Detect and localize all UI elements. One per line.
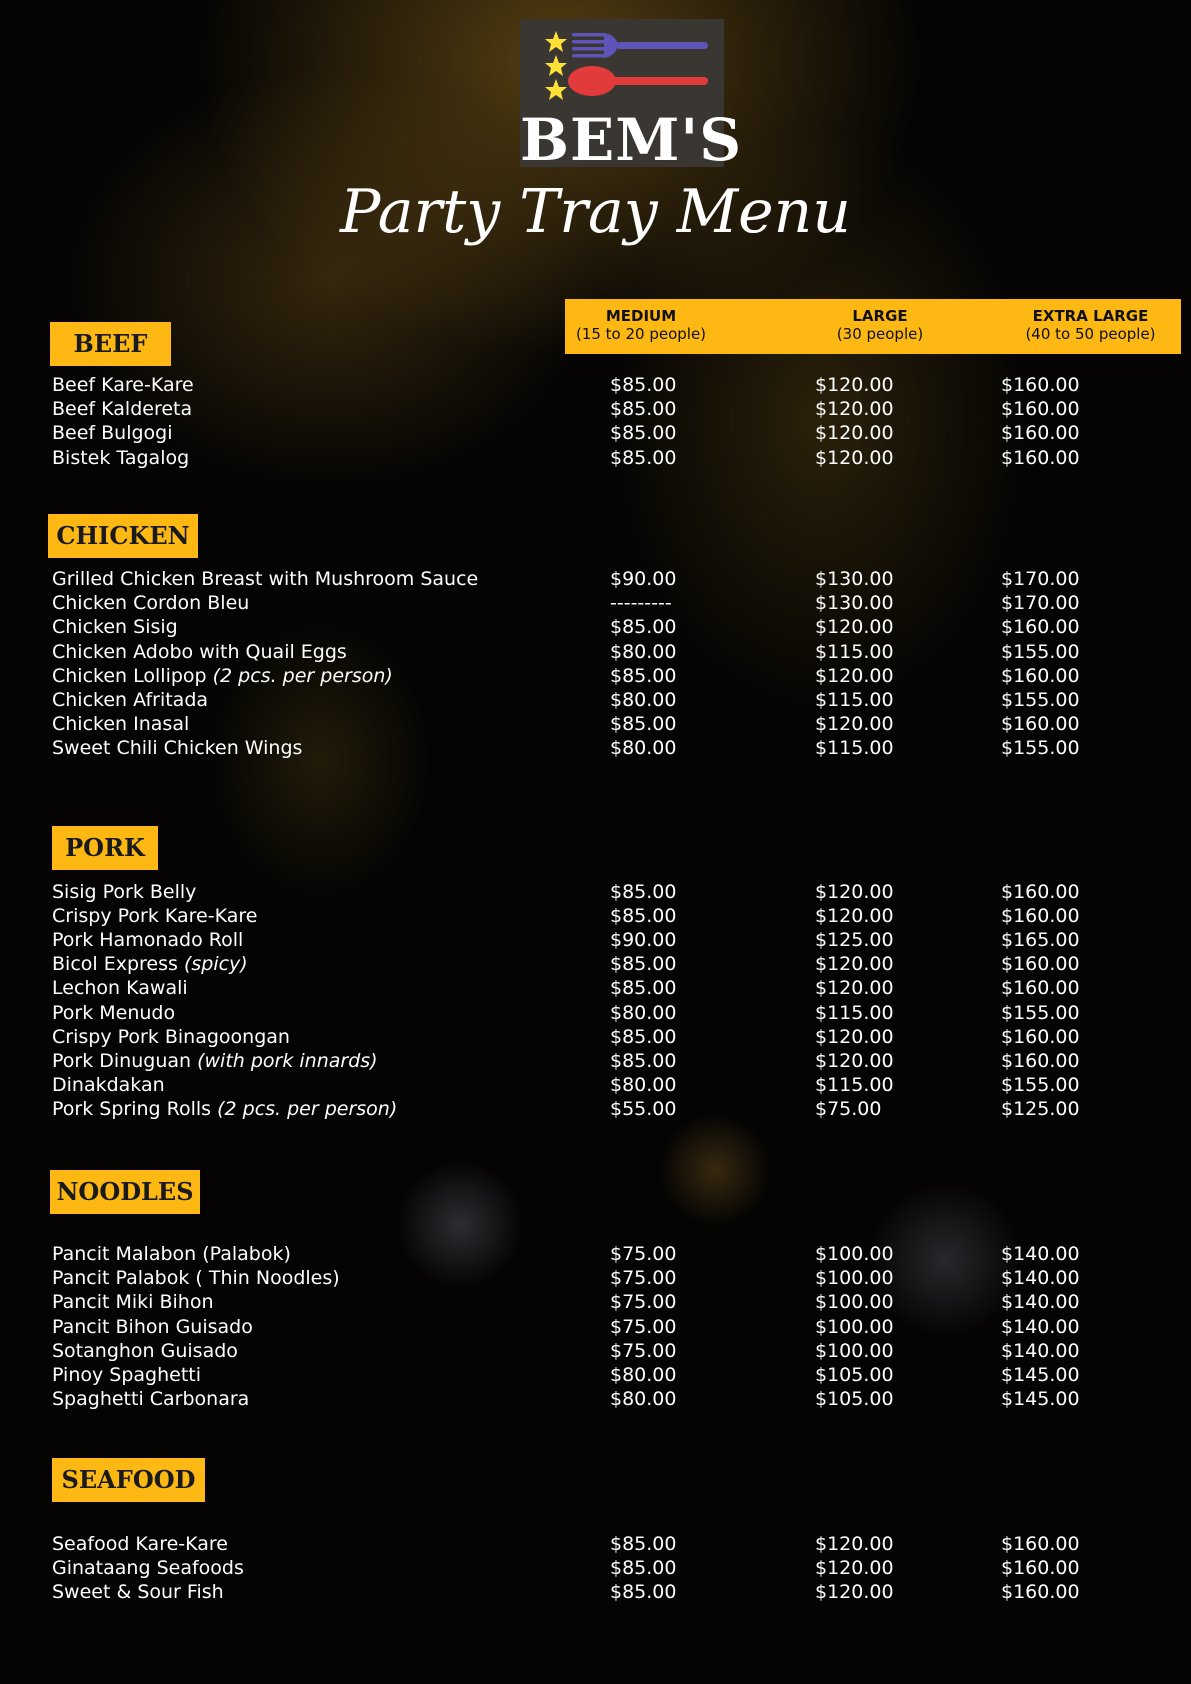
price-large: $120.00 xyxy=(815,1049,894,1072)
menu-item xyxy=(52,1532,228,1556)
price-medium: $75.00 xyxy=(610,1339,677,1362)
menu-item-name: Pancit Miki Bihon xyxy=(52,1291,214,1314)
price-extra-large: $160.00 xyxy=(1001,398,1080,421)
menu-item-row xyxy=(52,615,1112,639)
menu-item-row xyxy=(52,952,1112,976)
price-medium: $85.00 xyxy=(610,1557,677,1580)
price-extra-large: $145.00 xyxy=(1001,1388,1080,1411)
menu-item-note: (2 pcs. per person) xyxy=(217,1097,398,1120)
menu-item xyxy=(52,1315,253,1339)
menu-item-row xyxy=(52,1025,1112,1049)
menu-item-row xyxy=(52,1580,1112,1604)
price-medium: $80.00 xyxy=(610,1001,677,1024)
price-extra-large: $155.00 xyxy=(1001,737,1080,760)
price-large: $120.00 xyxy=(815,374,894,396)
price-extra-large: $160.00 xyxy=(1001,713,1080,736)
menu-item xyxy=(52,1001,175,1025)
price-medium: $80.00 xyxy=(610,1364,677,1386)
menu-item-name: Beef Bulgogi xyxy=(52,422,173,445)
price-extra-large: $160.00 xyxy=(1001,616,1080,639)
menu-item-row xyxy=(52,1339,1112,1363)
price-extra-large: $155.00 xyxy=(1001,689,1080,711)
size-capacity: (40 to 50 people) xyxy=(1025,325,1156,343)
price-medium: $80.00 xyxy=(610,737,677,760)
price-large: $115.00 xyxy=(815,737,894,760)
menu-item-row xyxy=(52,1073,1112,1097)
price-medium: $85.00 xyxy=(610,1049,677,1072)
menu-item xyxy=(52,688,208,712)
price-medium: $85.00 xyxy=(610,664,677,687)
price-extra-large: $170.00 xyxy=(1001,592,1080,615)
logo xyxy=(520,19,743,174)
menu-item xyxy=(52,1363,201,1387)
price-large: $120.00 xyxy=(815,446,894,469)
menu-item-name: Crispy Pork Kare-Kare xyxy=(52,905,258,928)
price-large: $120.00 xyxy=(815,664,894,687)
menu-item-row xyxy=(52,1266,1112,1290)
menu-item-name: Grilled Chicken Breast with Mushroom Sauce xyxy=(52,568,479,590)
menu-item xyxy=(52,880,196,904)
price-large: $100.00 xyxy=(815,1291,894,1314)
menu-item-name: Bistek Tagalog xyxy=(52,446,190,469)
menu-item xyxy=(52,1290,214,1314)
price-large: $120.00 xyxy=(815,905,894,928)
section-tag-chicken: CHICKEN xyxy=(48,514,198,558)
price-medium: $85.00 xyxy=(610,905,677,928)
menu-item-row xyxy=(52,1242,1112,1266)
section-tag-pork: PORK xyxy=(52,826,158,870)
price-large: $75.00 xyxy=(815,1097,882,1120)
star-icon xyxy=(545,31,567,100)
menu-item-name: Bicol Express xyxy=(52,953,178,976)
menu-item-row xyxy=(52,640,1112,664)
price-medium: $75.00 xyxy=(610,1243,677,1265)
price-large: $120.00 xyxy=(815,713,894,736)
menu-item-row xyxy=(52,373,1112,397)
price-extra-large: $160.00 xyxy=(1001,1581,1080,1604)
price-extra-large: $160.00 xyxy=(1001,977,1080,1000)
price-extra-large: $140.00 xyxy=(1001,1339,1080,1362)
menu-item-name: Spaghetti Carbonara xyxy=(52,1388,250,1411)
price-extra-large: $140.00 xyxy=(1001,1315,1080,1338)
price-medium: $75.00 xyxy=(610,1315,677,1338)
menu-item xyxy=(52,446,189,470)
price-large: $100.00 xyxy=(815,1267,894,1290)
price-large: $105.00 xyxy=(815,1388,894,1411)
section-tag-noodles: NOODLES xyxy=(50,1170,200,1214)
menu-item-name: Seafood Kare-Kare xyxy=(52,1533,228,1555)
menu-item xyxy=(52,1339,238,1363)
price-large: $100.00 xyxy=(815,1315,894,1338)
menu-item-name: Sweet Chili Chicken Wings xyxy=(52,737,303,760)
price-medium: --------- xyxy=(610,592,672,615)
price-extra-large: $145.00 xyxy=(1001,1364,1080,1386)
size-capacity: (15 to 20 people) xyxy=(575,325,707,343)
price-extra-large: $140.00 xyxy=(1001,1291,1080,1314)
price-medium: $75.00 xyxy=(610,1267,677,1290)
price-medium: $90.00 xyxy=(610,568,677,590)
menu-item xyxy=(52,567,478,591)
section-tag-beef: BEEF xyxy=(50,322,171,366)
menu-item-row xyxy=(52,1315,1112,1339)
price-large: $115.00 xyxy=(815,1001,894,1024)
size-name: MEDIUM xyxy=(605,307,677,325)
price-extra-large: $160.00 xyxy=(1001,905,1080,928)
price-medium: $85.00 xyxy=(610,422,677,445)
menu-item-row xyxy=(52,880,1112,904)
menu-item-name: Pork Hamonado Roll xyxy=(52,929,244,952)
price-large: $100.00 xyxy=(815,1243,894,1265)
price-large: $120.00 xyxy=(815,977,894,1000)
spoon-icon xyxy=(568,66,708,96)
menu-item-name: Pancit Palabok ( Thin Noodles) xyxy=(52,1267,340,1290)
menu-item-name: Chicken Sisig xyxy=(52,616,178,639)
price-large: $115.00 xyxy=(815,640,894,663)
menu-item xyxy=(52,1073,165,1097)
menu-item-name: Pork Spring Rolls xyxy=(52,1097,212,1120)
menu-item-row xyxy=(52,712,1112,736)
price-medium: $90.00 xyxy=(610,929,677,952)
price-large: $120.00 xyxy=(815,422,894,445)
price-large: $120.00 xyxy=(815,1533,894,1555)
menu-item xyxy=(52,1242,291,1266)
menu-item-name: Chicken Lollipop xyxy=(52,664,207,687)
menu-item-name: Lechon Kawali xyxy=(52,977,188,1000)
menu-item-name: Chicken Inasal xyxy=(52,713,190,736)
size-capacity: (30 people) xyxy=(836,325,924,343)
menu-item-name: Pancit Malabon (Palabok) xyxy=(52,1243,291,1265)
menu-item-row xyxy=(52,688,1112,712)
menu-item xyxy=(52,397,192,421)
menu-item-row xyxy=(52,397,1112,421)
price-extra-large: $170.00 xyxy=(1001,568,1080,590)
size-column-extra-large xyxy=(1008,307,1173,344)
price-large: $100.00 xyxy=(815,1339,894,1362)
menu-item-row xyxy=(52,446,1112,470)
menu-item-row xyxy=(52,976,1112,1000)
price-large: $120.00 xyxy=(815,616,894,639)
menu-item xyxy=(52,712,189,736)
menu-item xyxy=(52,1049,378,1073)
price-medium: $85.00 xyxy=(610,713,677,736)
menu-item xyxy=(52,952,248,976)
price-large: $105.00 xyxy=(815,1364,894,1386)
price-medium: $85.00 xyxy=(610,1025,677,1048)
menu-item-name: Chicken Cordon Bleu xyxy=(52,592,250,615)
price-extra-large: $160.00 xyxy=(1001,374,1080,396)
menu-item-row xyxy=(52,1097,1112,1121)
menu-item-row xyxy=(52,1532,1112,1556)
menu-item-name: Ginataang Seafoods xyxy=(52,1557,244,1580)
size-header xyxy=(565,299,1181,354)
menu-item-row xyxy=(52,736,1112,760)
price-medium: $75.00 xyxy=(610,1291,677,1314)
menu-item xyxy=(52,1387,249,1411)
menu-item xyxy=(52,928,243,952)
menu-item-row xyxy=(52,664,1112,688)
menu-item xyxy=(52,421,173,445)
price-medium: $80.00 xyxy=(610,640,677,663)
menu-item-row xyxy=(52,1001,1112,1025)
price-extra-large: $160.00 xyxy=(1001,422,1080,445)
menu-item-name: Sisig Pork Belly xyxy=(52,881,197,903)
menu-item-name: Beef Kare-Kare xyxy=(52,374,194,396)
size-name: LARGE xyxy=(852,307,908,325)
price-extra-large: $160.00 xyxy=(1001,1557,1080,1580)
menu-item-row xyxy=(52,1049,1112,1073)
price-medium: $80.00 xyxy=(610,689,677,711)
price-large: $130.00 xyxy=(815,592,894,615)
menu-item-note: (with pork innards) xyxy=(197,1049,378,1072)
price-medium: $85.00 xyxy=(610,374,677,396)
price-medium: $85.00 xyxy=(610,398,677,421)
menu-item-name: Pancit Bihon Guisado xyxy=(52,1315,253,1338)
menu-item-row xyxy=(52,1387,1112,1411)
size-column-medium xyxy=(565,307,717,344)
price-extra-large: $140.00 xyxy=(1001,1267,1080,1290)
size-column-large xyxy=(815,307,945,344)
menu-item xyxy=(52,976,188,1000)
price-large: $115.00 xyxy=(815,1073,894,1096)
menu-item-row xyxy=(52,1290,1112,1314)
price-medium: $80.00 xyxy=(610,1388,677,1411)
menu-item-row xyxy=(52,567,1112,591)
menu-item-note: (spicy) xyxy=(183,953,248,976)
menu-item xyxy=(52,1025,290,1049)
menu-item-note: (2 pcs. per person) xyxy=(212,664,393,687)
price-extra-large: $155.00 xyxy=(1001,1001,1080,1024)
price-large: $125.00 xyxy=(815,929,894,952)
menu-item xyxy=(52,1580,224,1604)
menu-item xyxy=(52,373,194,397)
brand-name: BEM'S xyxy=(520,106,743,174)
menu-item-row xyxy=(52,1363,1112,1387)
price-large: $115.00 xyxy=(815,689,894,711)
menu-item-name: Sotanghon Guisado xyxy=(52,1339,238,1362)
menu-item-name: Pork Menudo xyxy=(52,1001,176,1024)
price-medium: $85.00 xyxy=(610,1581,677,1604)
menu-item-name: Pork Dinuguan xyxy=(52,1049,192,1072)
size-name: EXTRA LARGE xyxy=(1032,307,1149,325)
menu-item-name: Dinakdakan xyxy=(52,1073,165,1096)
price-medium: $85.00 xyxy=(610,616,677,639)
price-extra-large: $160.00 xyxy=(1001,881,1080,903)
section-tag-seafood: SEAFOOD xyxy=(52,1458,205,1502)
menu-item-row xyxy=(52,904,1112,928)
page-title: Party Tray Menu xyxy=(340,177,851,247)
menu-item xyxy=(52,591,249,615)
price-large: $120.00 xyxy=(815,881,894,903)
menu-item xyxy=(52,1556,244,1580)
menu-item xyxy=(52,736,302,760)
menu-item xyxy=(52,904,257,928)
fork-icon xyxy=(572,33,708,58)
price-extra-large: $160.00 xyxy=(1001,446,1080,469)
menu-item-name: Pinoy Spaghetti xyxy=(52,1364,202,1386)
menu-item xyxy=(52,664,393,688)
menu-item-name: Chicken Afritada xyxy=(52,689,209,711)
price-medium: $85.00 xyxy=(610,977,677,1000)
menu-item-name: Chicken Adobo with Quail Eggs xyxy=(52,640,347,663)
price-medium: $85.00 xyxy=(610,953,677,976)
menu-item-row xyxy=(52,421,1112,445)
price-large: $120.00 xyxy=(815,1025,894,1048)
price-extra-large: $140.00 xyxy=(1001,1243,1080,1265)
price-large: $120.00 xyxy=(815,1581,894,1604)
price-extra-large: $165.00 xyxy=(1001,929,1080,952)
price-extra-large: $160.00 xyxy=(1001,1533,1080,1555)
price-extra-large: $160.00 xyxy=(1001,1025,1080,1048)
price-medium: $80.00 xyxy=(610,1073,677,1096)
price-large: $130.00 xyxy=(815,568,894,590)
menu-item xyxy=(52,1266,340,1290)
menu-item-row xyxy=(52,1556,1112,1580)
price-large: $120.00 xyxy=(815,953,894,976)
menu-item-name: Beef Kaldereta xyxy=(52,398,193,421)
price-medium: $85.00 xyxy=(610,1533,677,1555)
price-extra-large: $155.00 xyxy=(1001,1073,1080,1096)
price-extra-large: $160.00 xyxy=(1001,1049,1080,1072)
menu-item-name: Sweet & Sour Fish xyxy=(52,1581,224,1604)
menu-item-row xyxy=(52,591,1112,615)
price-extra-large: $160.00 xyxy=(1001,953,1080,976)
price-extra-large: $125.00 xyxy=(1001,1097,1080,1120)
price-extra-large: $155.00 xyxy=(1001,640,1080,663)
menu-item-name: Crispy Pork Binagoongan xyxy=(52,1025,290,1048)
price-extra-large: $160.00 xyxy=(1001,664,1080,687)
menu-item xyxy=(52,615,178,639)
price-large: $120.00 xyxy=(815,1557,894,1580)
menu-item xyxy=(52,640,347,664)
menu-item xyxy=(52,1097,397,1121)
price-medium: $85.00 xyxy=(610,446,677,469)
menu-item-row xyxy=(52,928,1112,952)
price-large: $120.00 xyxy=(815,398,894,421)
price-medium: $55.00 xyxy=(610,1097,677,1120)
price-medium: $85.00 xyxy=(610,881,677,903)
